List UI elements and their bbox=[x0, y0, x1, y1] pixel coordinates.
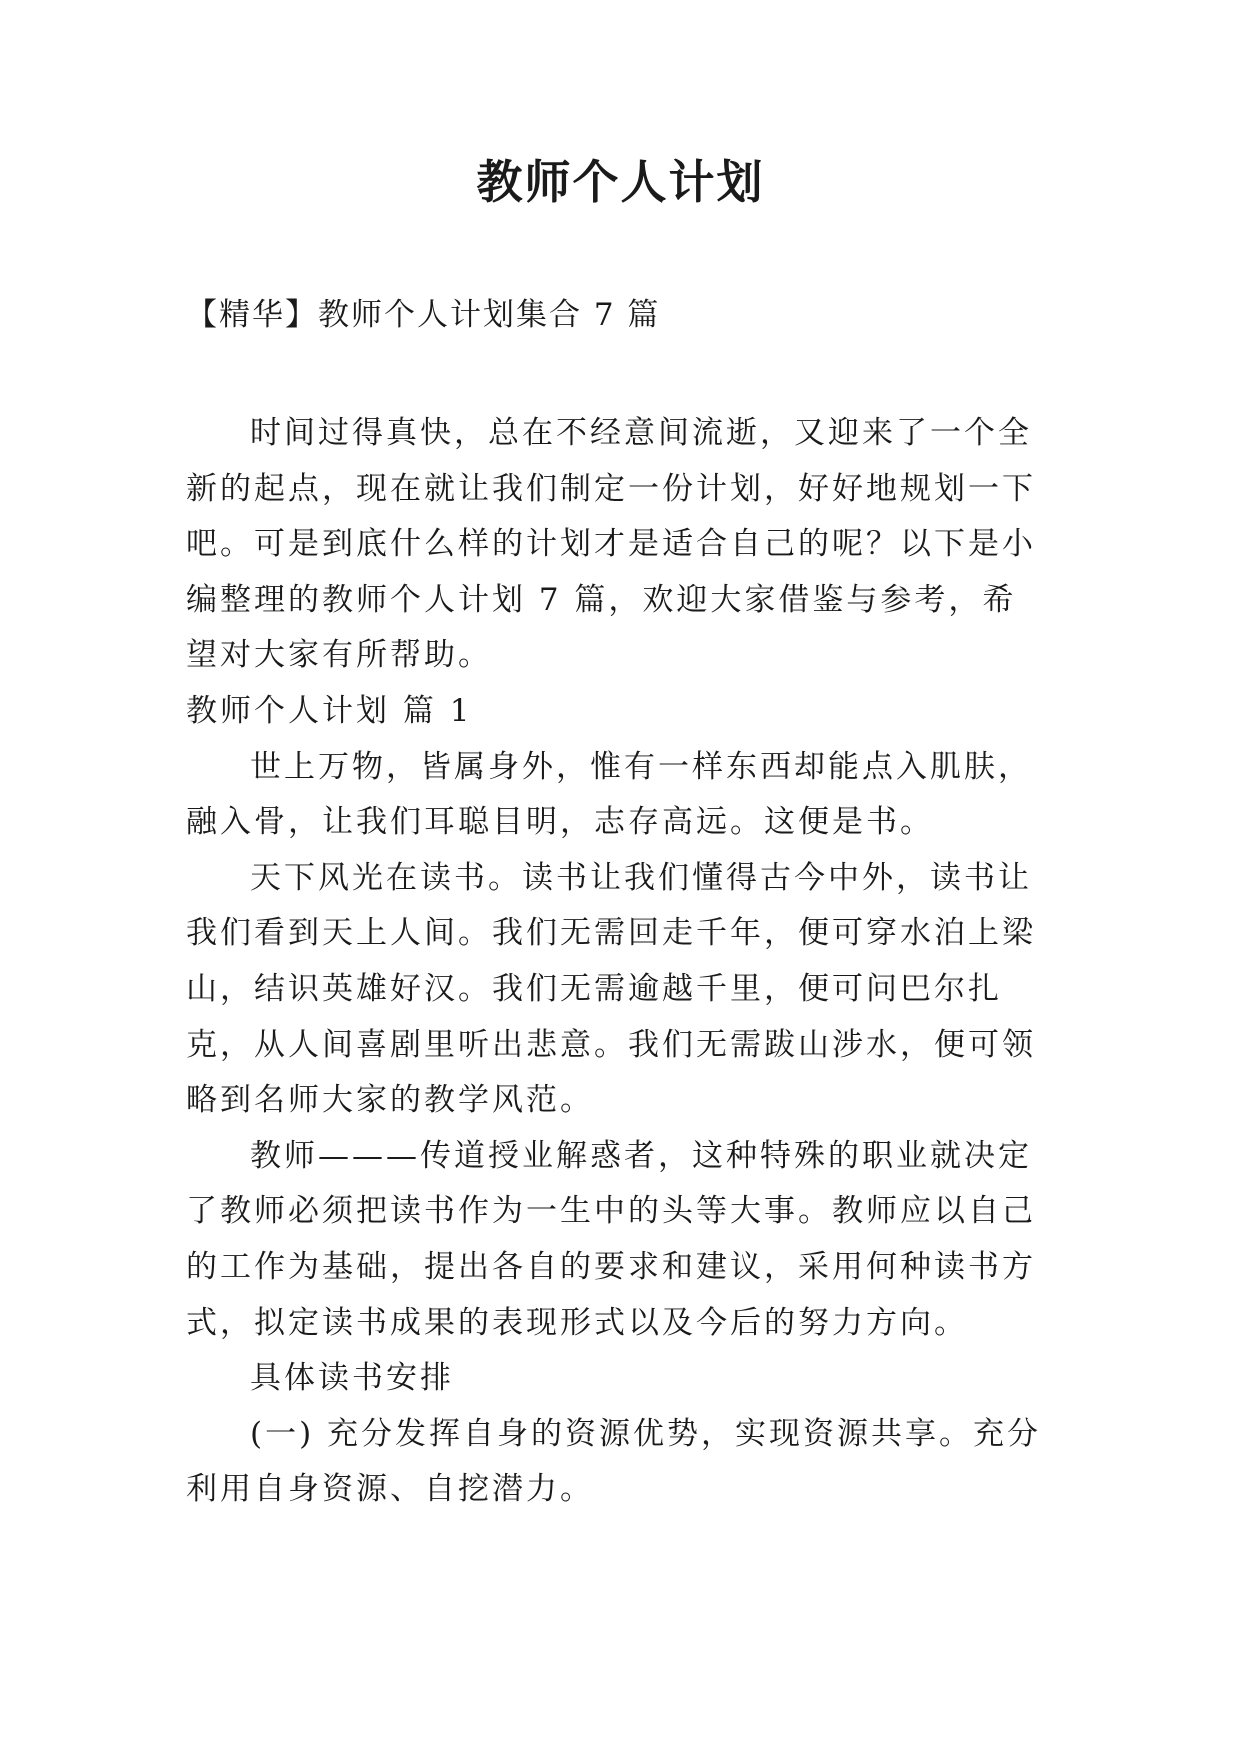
body-paragraph: 天下风光在读书。读书让我们懂得古今中外，读书让我们看到天上人间。我们无需回走千年，便可穿水泊上梁山，结识英雄好汉。我们无需逾越千里，便可问巴尔扎克，从人间喜剧里听出悲意。我们无需跋山涉水，便可领略到名师大家的教学风范。 bbox=[186, 859, 1036, 1119]
body-paragraph: 具体读书安排 bbox=[250, 1360, 454, 1397]
document-subtitle: 【精华】教师个人计划集合 7 篇 bbox=[186, 297, 661, 333]
section-heading: 教师个人计划 篇 1 bbox=[186, 692, 473, 729]
intro-paragraph: 时间过得真快，总在不经意间流逝，又迎来了一个全新的起点，现在就让我们制定一份计划，好好地规划一下吧。可是到底什么样的计划才是适合自己的呢？以下是小编整理的教师个人计划 7 篇，欢迎大家借鉴与参考，希望对大家有所帮助。 bbox=[186, 415, 1036, 674]
body-paragraph: (一) 充分发挥自身的资源优势，实现资源共享。充分利用自身资源、自挖潜力。 bbox=[186, 1415, 1042, 1508]
body-paragraph: 教师———传道授业解惑者，这种特殊的职业就决定了教师必须把读书作为一生中的头等大事。教师应以自己的工作为基础，提出各自的要求和建议，采用何种读书方式，拟定读书成果的表现形式以及今后的努力方向。 bbox=[186, 1137, 1036, 1341]
body-paragraph: 世上万物，皆属身外，惟有一样东西却能点入肌肤，融入骨，让我们耳聪目明，志存高远。这便是书。 bbox=[186, 748, 1032, 841]
document-title: 教师个人计划 bbox=[476, 155, 765, 209]
document-body bbox=[186, 406, 1050, 1518]
